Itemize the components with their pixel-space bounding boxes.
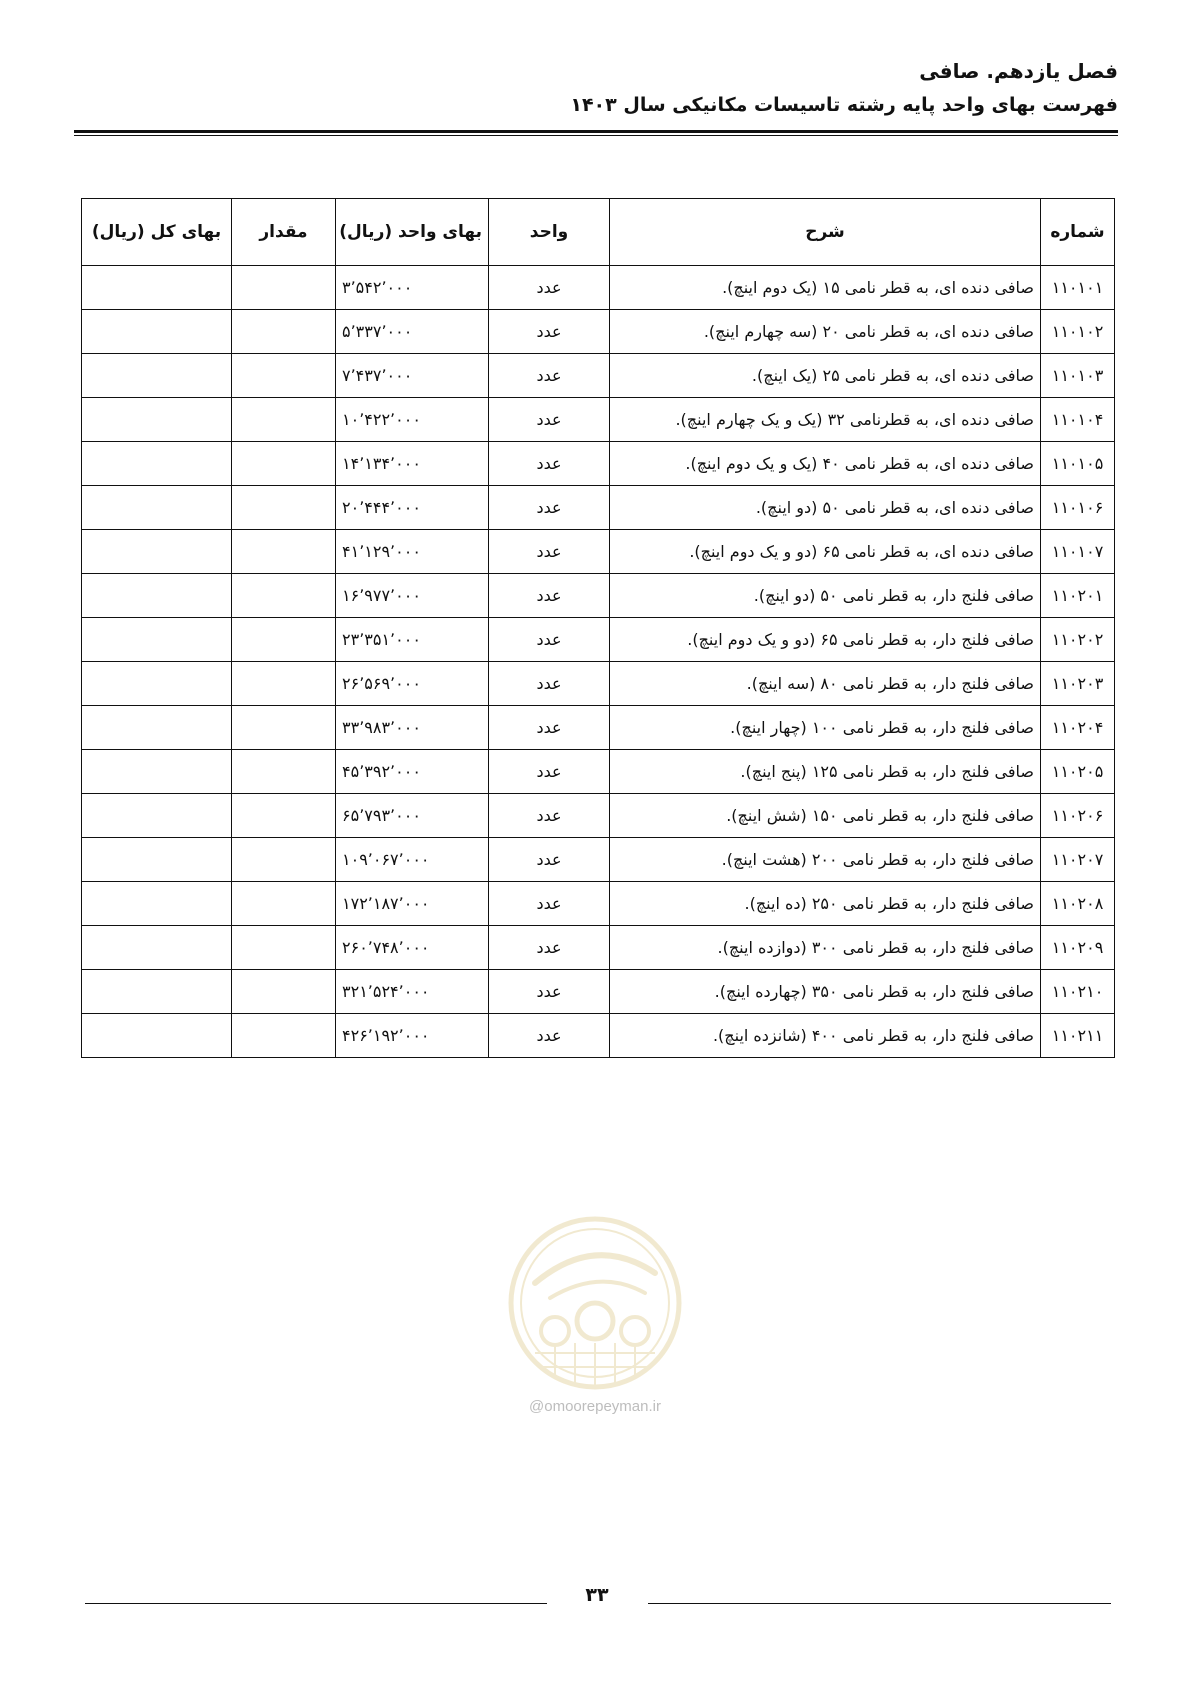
- item-quantity: [232, 266, 336, 310]
- item-code: ۱۱۰۲۰۵: [1041, 750, 1115, 794]
- item-description: صافی فلنج دار، به قطر نامی ۳۰۰ (دوازده اینچ).: [610, 926, 1041, 970]
- table-row: [82, 442, 1115, 486]
- item-code: ۱۱۰۱۰۶: [1041, 486, 1115, 530]
- item-code: ۱۱۰۲۱۰: [1041, 970, 1115, 1014]
- item-description: صافی دنده ای، به قطر نامی ۲۵ (یک اینچ).: [610, 354, 1041, 398]
- item-unit: عدد: [489, 398, 610, 442]
- item-quantity: [232, 794, 336, 838]
- item-description: صافی فلنج دار، به قطر نامی ۱۰۰ (چهار اینچ).: [610, 706, 1041, 750]
- item-total-price: [82, 970, 232, 1014]
- item-unit-price: ۳٬۵۴۲٬۰۰۰: [336, 266, 489, 310]
- item-unit-price: ۴۲۶٬۱۹۲٬۰۰۰: [336, 1014, 489, 1058]
- table-row: [82, 530, 1115, 574]
- item-quantity: [232, 354, 336, 398]
- item-quantity: [232, 838, 336, 882]
- item-unit: عدد: [489, 882, 610, 926]
- item-unit-price: ۷٬۴۳۷٬۰۰۰: [336, 354, 489, 398]
- item-quantity: [232, 398, 336, 442]
- item-description: صافی دنده ای، به قطر نامی ۵۰ (دو اینچ).: [610, 486, 1041, 530]
- column-header-quantity: مقدار: [232, 199, 336, 266]
- footer-divider-right: [648, 1603, 1111, 1604]
- item-code: ۱۱۰۲۰۳: [1041, 662, 1115, 706]
- item-unit: عدد: [489, 970, 610, 1014]
- item-unit-price: ۲۰٬۴۴۴٬۰۰۰: [336, 486, 489, 530]
- table-row: [82, 662, 1115, 706]
- table-row: [82, 882, 1115, 926]
- item-total-price: [82, 1014, 232, 1058]
- item-total-price: [82, 750, 232, 794]
- item-description: صافی فلنج دار، به قطر نامی ۴۰۰ (شانزده اینچ).: [610, 1014, 1041, 1058]
- item-unit-price: ۱۰٬۴۲۲٬۰۰۰: [336, 398, 489, 442]
- item-description: صافی دنده ای، به قطر نامی ۲۰ (سه چهارم اینچ).: [610, 310, 1041, 354]
- table-row: [82, 486, 1115, 530]
- table-row: [82, 398, 1115, 442]
- item-code: ۱۱۰۲۰۹: [1041, 926, 1115, 970]
- table-row: [82, 750, 1115, 794]
- item-quantity: [232, 1014, 336, 1058]
- column-header-description: شرح: [610, 199, 1041, 266]
- item-unit: عدد: [489, 706, 610, 750]
- item-unit-price: ۵٬۳۳۷٬۰۰۰: [336, 310, 489, 354]
- item-quantity: [232, 486, 336, 530]
- page-number: ۳۳: [585, 1584, 609, 1606]
- table-body: [82, 266, 1115, 1058]
- item-total-price: [82, 838, 232, 882]
- item-unit: عدد: [489, 442, 610, 486]
- item-code: ۱۱۰۲۰۴: [1041, 706, 1115, 750]
- item-unit-price: ۱۶٬۹۷۷٬۰۰۰: [336, 574, 489, 618]
- column-header-unit-price: بهای واحد (ریال): [336, 199, 489, 266]
- item-unit-price: ۲۳٬۳۵۱٬۰۰۰: [336, 618, 489, 662]
- price-list-table: [81, 198, 1115, 1058]
- item-quantity: [232, 310, 336, 354]
- item-unit: عدد: [489, 266, 610, 310]
- table-row: [82, 706, 1115, 750]
- item-unit-price: ۶۵٬۷۹۳٬۰۰۰: [336, 794, 489, 838]
- item-code: ۱۱۰۲۱۱: [1041, 1014, 1115, 1058]
- table-row: [82, 926, 1115, 970]
- item-description: صافی فلنج دار، به قطر نامی ۲۵۰ (ده اینچ).: [610, 882, 1041, 926]
- item-unit: عدد: [489, 530, 610, 574]
- item-description: صافی دنده ای، به قطر نامی ۱۵ (یک دوم اینچ).: [610, 266, 1041, 310]
- item-unit: عدد: [489, 486, 610, 530]
- table-row: [82, 618, 1115, 662]
- item-unit-price: ۴۵٬۳۹۲٬۰۰۰: [336, 750, 489, 794]
- item-quantity: [232, 882, 336, 926]
- item-code: ۱۱۰۱۰۲: [1041, 310, 1115, 354]
- item-unit-price: ۳۳٬۹۸۳٬۰۰۰: [336, 706, 489, 750]
- table-row: [82, 574, 1115, 618]
- item-unit-price: ۱۰۹٬۰۶۷٬۰۰۰: [336, 838, 489, 882]
- watermark-caption: @omoorepeyman.ir: [529, 1398, 661, 1415]
- item-total-price: [82, 530, 232, 574]
- item-code: ۱۱۰۱۰۵: [1041, 442, 1115, 486]
- column-header-unit: واحد: [489, 199, 610, 266]
- item-quantity: [232, 662, 336, 706]
- item-unit: عدد: [489, 618, 610, 662]
- table-row: [82, 838, 1115, 882]
- item-quantity: [232, 574, 336, 618]
- item-total-price: [82, 310, 232, 354]
- item-description: صافی دنده ای، به قطر نامی ۴۰ (یک و یک دوم اینچ).: [610, 442, 1041, 486]
- item-total-price: [82, 882, 232, 926]
- item-quantity: [232, 970, 336, 1014]
- item-unit: عدد: [489, 926, 610, 970]
- item-total-price: [82, 574, 232, 618]
- item-total-price: [82, 662, 232, 706]
- item-unit: عدد: [489, 750, 610, 794]
- item-unit-price: ۱۴٬۱۳۴٬۰۰۰: [336, 442, 489, 486]
- item-code: ۱۱۰۱۰۷: [1041, 530, 1115, 574]
- item-code: ۱۱۰۱۰۱: [1041, 266, 1115, 310]
- item-description: صافی فلنج دار، به قطر نامی ۶۵ (دو و یک دوم اینچ).: [610, 618, 1041, 662]
- item-total-price: [82, 354, 232, 398]
- item-quantity: [232, 442, 336, 486]
- item-code: ۱۱۰۲۰۱: [1041, 574, 1115, 618]
- item-description: صافی فلنج دار، به قطر نامی ۲۰۰ (هشت اینچ).: [610, 838, 1041, 882]
- item-unit: عدد: [489, 794, 610, 838]
- table-row: [82, 354, 1115, 398]
- item-unit: عدد: [489, 574, 610, 618]
- item-description: صافی فلنج دار، به قطر نامی ۱۲۵ (پنج اینچ).: [610, 750, 1041, 794]
- item-description: صافی فلنج دار، به قطر نامی ۳۵۰ (چهارده اینچ).: [610, 970, 1041, 1014]
- item-total-price: [82, 266, 232, 310]
- table-row: [82, 970, 1115, 1014]
- item-quantity: [232, 706, 336, 750]
- page-header: [74, 54, 1118, 122]
- item-unit-price: ۱۷۲٬۱۸۷٬۰۰۰: [336, 882, 489, 926]
- item-total-price: [82, 442, 232, 486]
- column-header-code: شماره: [1041, 199, 1115, 266]
- item-total-price: [82, 926, 232, 970]
- item-code: ۱۱۰۱۰۴: [1041, 398, 1115, 442]
- item-unit-price: ۲۶٬۵۶۹٬۰۰۰: [336, 662, 489, 706]
- item-total-price: [82, 706, 232, 750]
- item-quantity: [232, 926, 336, 970]
- chapter-title: فصل یازدهم. صافی: [919, 59, 1118, 83]
- item-unit: عدد: [489, 1014, 610, 1058]
- item-code: ۱۱۰۲۰۲: [1041, 618, 1115, 662]
- item-code: ۱۱۰۲۰۸: [1041, 882, 1115, 926]
- item-code: ۱۱۰۱۰۳: [1041, 354, 1115, 398]
- table-header-row: [82, 199, 1115, 266]
- item-quantity: [232, 530, 336, 574]
- item-description: صافی فلنج دار، به قطر نامی ۵۰ (دو اینچ).: [610, 574, 1041, 618]
- item-total-price: [82, 618, 232, 662]
- item-description: صافی دنده ای، به قطر نامی ۶۵ (دو و یک دوم اینچ).: [610, 530, 1041, 574]
- document-subtitle: فهرست بهای واحد پایه رشته تاسیسات مکانیکی سال ۱۴۰۳: [570, 94, 1118, 116]
- item-code: ۱۱۰۲۰۶: [1041, 794, 1115, 838]
- item-total-price: [82, 794, 232, 838]
- item-unit-price: ۲۶۰٬۷۴۸٬۰۰۰: [336, 926, 489, 970]
- item-unit: عدد: [489, 310, 610, 354]
- item-unit: عدد: [489, 354, 610, 398]
- table-row: [82, 794, 1115, 838]
- item-description: صافی فلنج دار، به قطر نامی ۱۵۰ (شش اینچ).: [610, 794, 1041, 838]
- item-quantity: [232, 618, 336, 662]
- omoorepeyman-logo-icon: [505, 1213, 685, 1393]
- item-code: ۱۱۰۲۰۷: [1041, 838, 1115, 882]
- item-unit: عدد: [489, 838, 610, 882]
- header-divider-thin: [74, 135, 1118, 136]
- header-divider-thick: [74, 130, 1118, 133]
- column-header-total-price: بهای کل (ریال): [82, 199, 232, 266]
- item-description: صافی دنده ای، به قطرنامی ۳۲ (یک و یک چهارم اینچ).: [610, 398, 1041, 442]
- table-row: [82, 1014, 1115, 1058]
- item-unit-price: ۳۲۱٬۵۲۴٬۰۰۰: [336, 970, 489, 1014]
- table-row: [82, 310, 1115, 354]
- item-unit: عدد: [489, 662, 610, 706]
- item-unit-price: ۴۱٬۱۲۹٬۰۰۰: [336, 530, 489, 574]
- footer-divider-left: [85, 1603, 547, 1604]
- item-description: صافی فلنج دار، به قطر نامی ۸۰ (سه اینچ).: [610, 662, 1041, 706]
- item-quantity: [232, 750, 336, 794]
- item-total-price: [82, 398, 232, 442]
- item-total-price: [82, 486, 232, 530]
- table-row: [82, 266, 1115, 310]
